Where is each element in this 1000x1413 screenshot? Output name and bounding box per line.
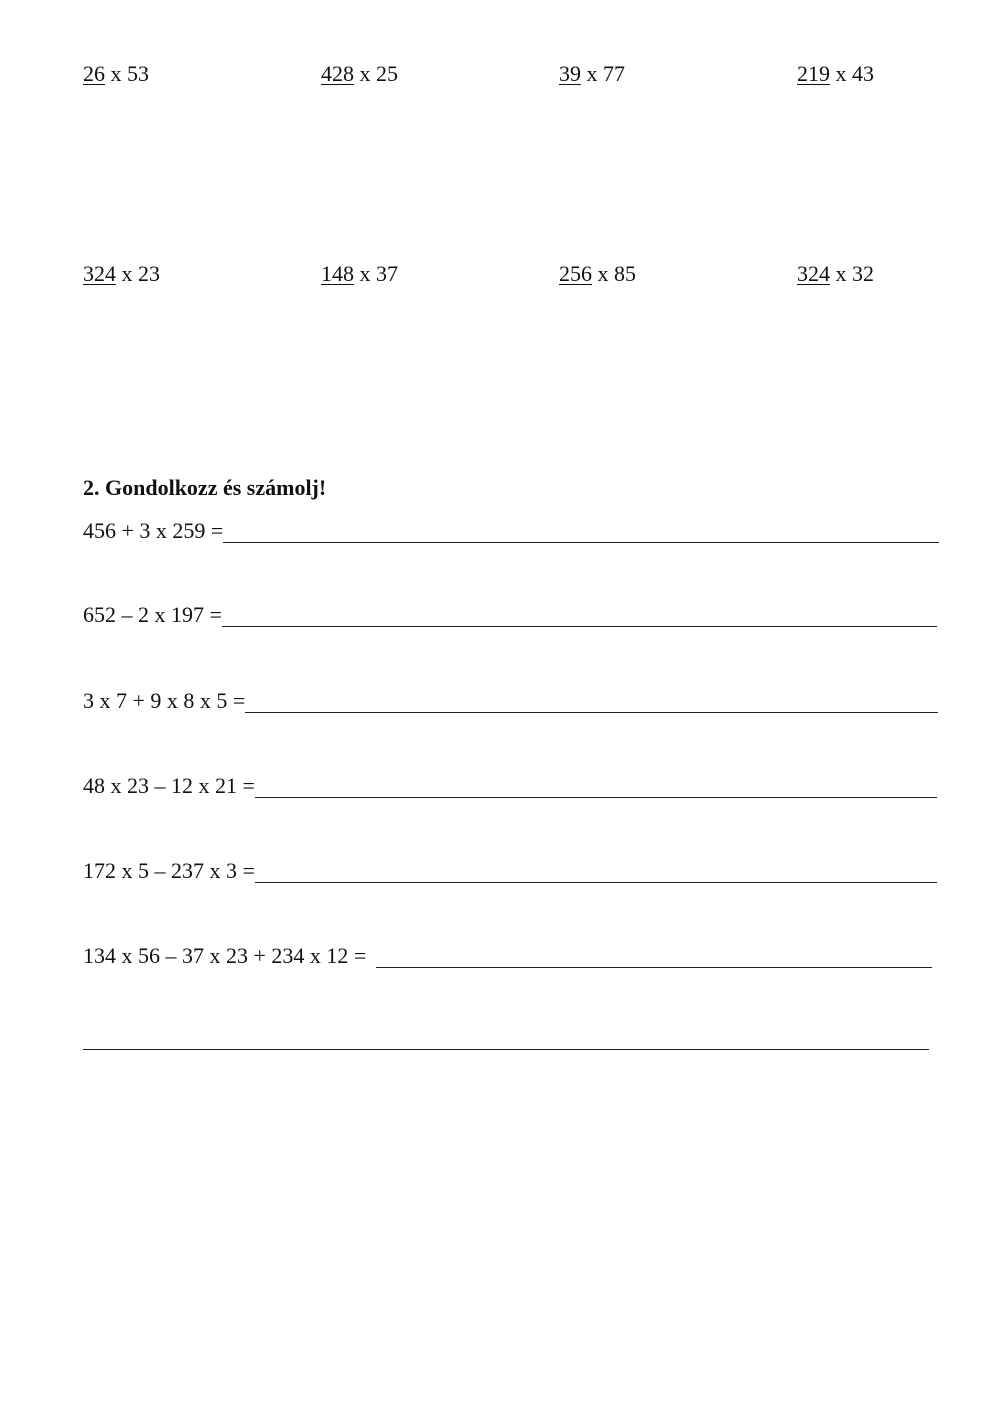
multiplication-exercise: 148 x 37 bbox=[321, 261, 398, 286]
answer-line[interactable] bbox=[222, 606, 937, 627]
equation-text: 456 + 3 x 259 = bbox=[83, 518, 224, 543]
answer-line[interactable] bbox=[223, 522, 939, 543]
equation-row bbox=[83, 856, 937, 884]
answer-line[interactable] bbox=[245, 692, 938, 713]
equation-text: 3 x 7 + 9 x 8 x 5 = bbox=[83, 688, 246, 713]
multiplication-exercise: 26 x 53 bbox=[83, 61, 149, 86]
equation-row bbox=[83, 686, 938, 714]
equation-text: 172 x 5 – 237 x 3 = bbox=[83, 858, 255, 883]
multiplication-exercise: 219 x 43 bbox=[797, 61, 874, 86]
multiplication-exercise: 324 x 32 bbox=[797, 261, 874, 286]
equation-row bbox=[83, 516, 939, 544]
answer-line[interactable] bbox=[255, 777, 937, 798]
answer-line[interactable] bbox=[376, 947, 932, 968]
equation-text: 134 x 56 – 37 x 23 + 234 x 12 = bbox=[83, 943, 372, 968]
answer-line[interactable] bbox=[255, 862, 937, 883]
equation-row bbox=[83, 941, 932, 969]
multiplication-exercise: 428 x 25 bbox=[321, 61, 398, 86]
section-heading: 2. Gondolkozz és számolj! bbox=[83, 475, 327, 500]
equation-row bbox=[83, 771, 937, 799]
equation-text: 48 x 23 – 12 x 21 = bbox=[83, 773, 255, 798]
multiplication-exercise: 324 x 23 bbox=[83, 261, 160, 286]
equation-text: 652 – 2 x 197 = bbox=[83, 602, 222, 627]
multiplication-exercise: 39 x 77 bbox=[559, 61, 625, 86]
equation-row bbox=[83, 600, 937, 628]
answer-line[interactable] bbox=[83, 1049, 929, 1050]
multiplication-exercise: 256 x 85 bbox=[559, 261, 636, 286]
